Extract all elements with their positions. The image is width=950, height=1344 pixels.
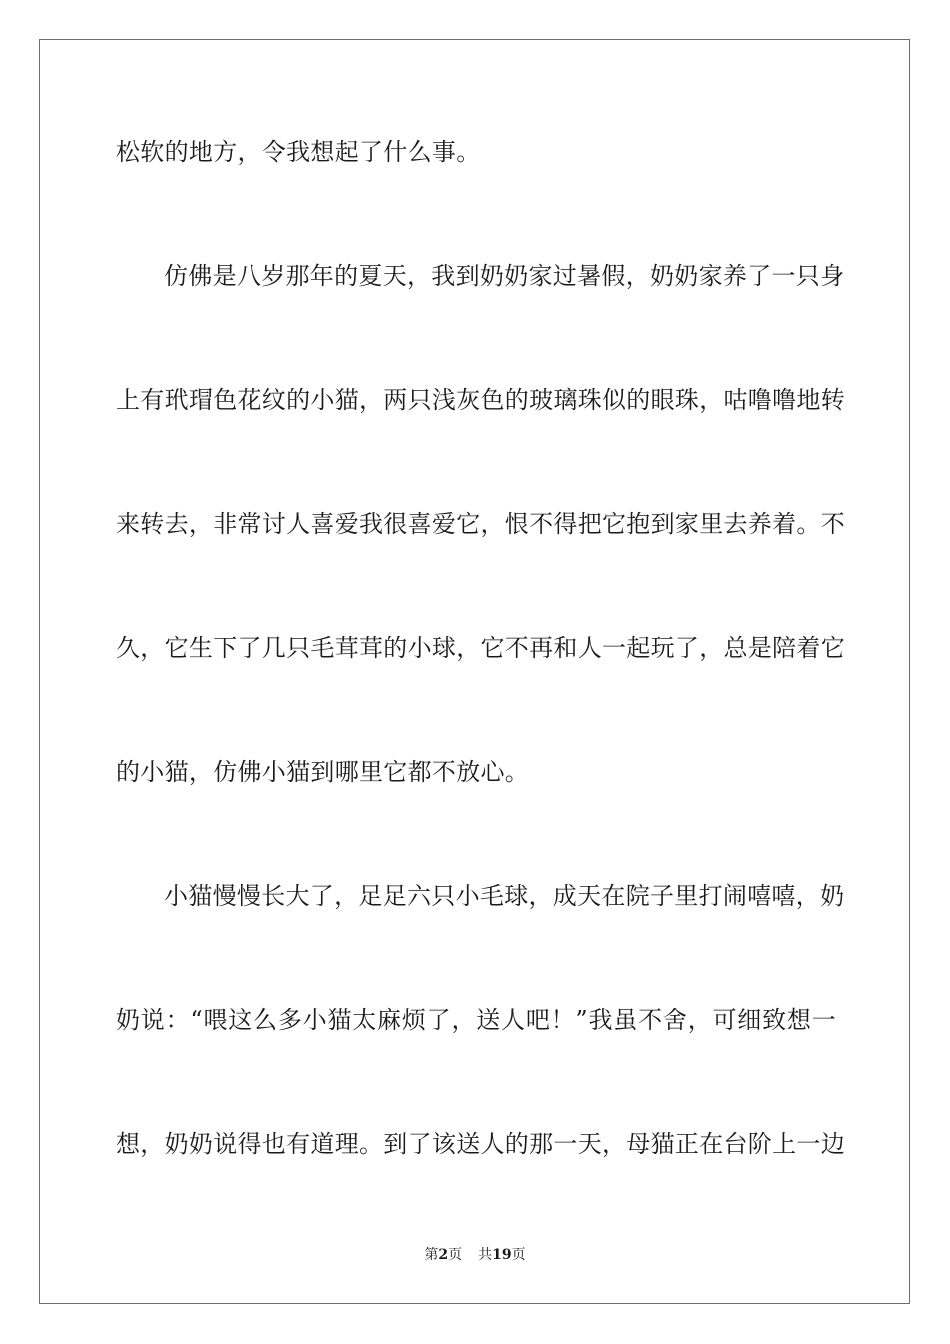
page-number: 2: [438, 1247, 449, 1263]
total-suffix: 页: [511, 1247, 526, 1263]
total-pages: 19: [492, 1247, 512, 1263]
text-line-9: 想，奶奶说得也有道理。到了该送人的那一天，母猫正在台阶上一边: [116, 1130, 845, 1158]
text-line-1: 松软的地方，令我想起了什么事。: [116, 138, 481, 166]
page-footer: [0, 1246, 950, 1264]
text-line-7: 小猫慢慢长大了，足足六只小毛球，成天在院子里打闹嘻嘻，奶: [164, 882, 845, 910]
text-line-8: 奶说：“喂这么多小猫太麻烦了，送人吧！”我虽不舍，可细致想一: [116, 1006, 836, 1034]
text-line-6: 的小猫，仿佛小猫到哪里它都不放心。: [116, 758, 530, 786]
text-line-3: 上有玳瑁色花纹的小猫，两只浅灰色的玻璃珠似的眼珠，咕噜噜地转: [116, 386, 845, 414]
page-prefix: 第: [424, 1247, 439, 1263]
text-line-4: 来转去，非常讨人喜爱我很喜爱它，恨不得把它抱到家里去养着。不: [116, 510, 845, 538]
page-suffix: 页: [448, 1247, 463, 1263]
text-line-5: 久，它生下了几只毛茸茸的小球，它不再和人一起玩了，总是陪着它: [116, 634, 845, 662]
text-line-2: 仿佛是八岁那年的夏天，我到奶奶家过暑假，奶奶家养了一只身: [164, 262, 845, 290]
page-frame: [39, 39, 910, 1304]
total-prefix: 共: [478, 1247, 493, 1263]
